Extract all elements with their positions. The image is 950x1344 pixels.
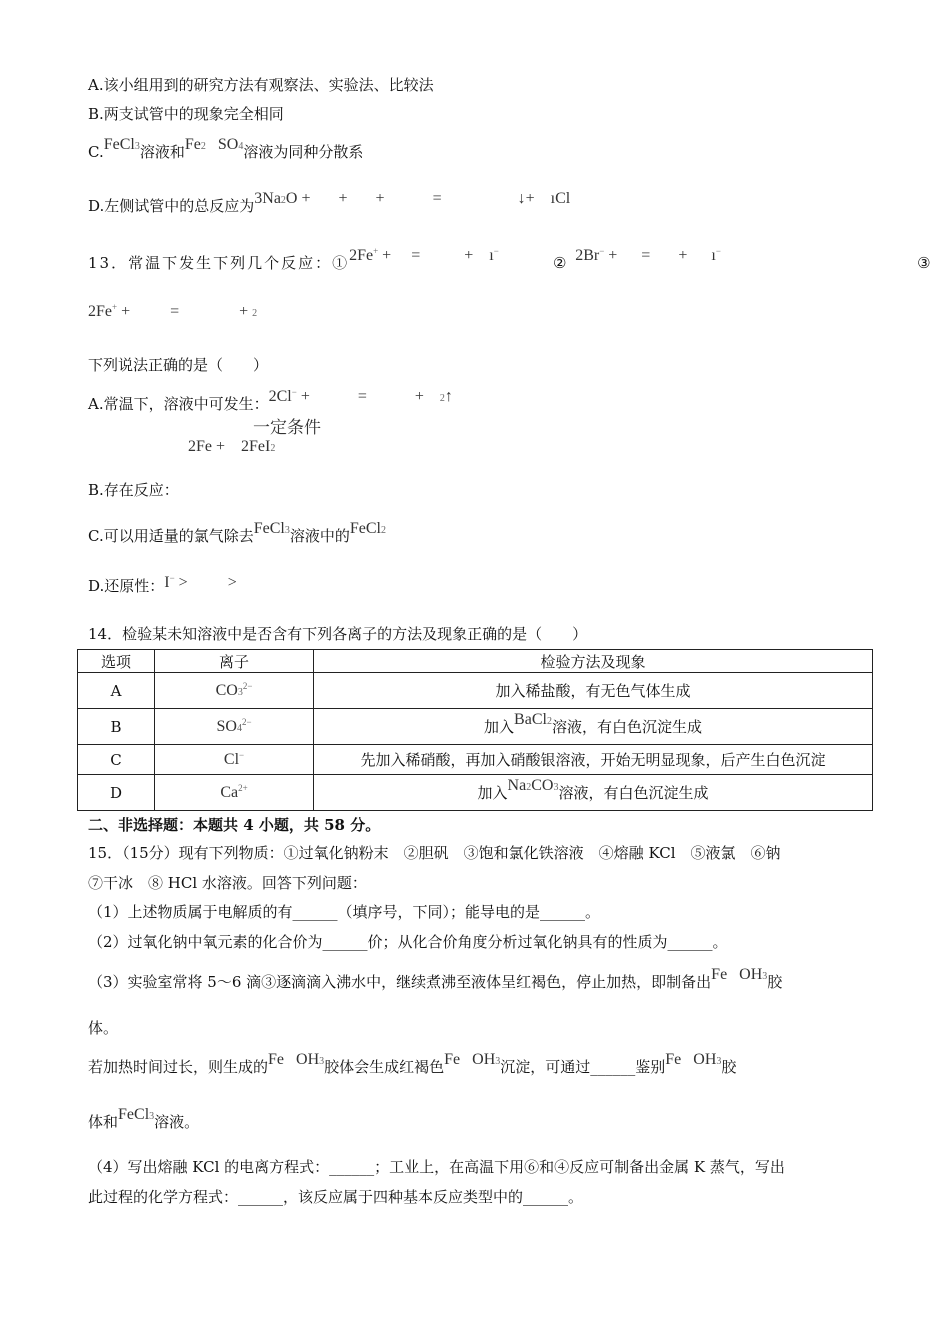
table-row	[78, 709, 873, 745]
formula-fe2so4: Fe2 SO4	[184, 136, 244, 153]
section-title: 二、非选择题：本题共 4 小题，共 58 分。	[88, 816, 381, 834]
q15-part-3d: 体和FeCl3溶液。	[88, 1106, 200, 1131]
q15-part-3c: 若加热时间过长，则生成的Fe OH3胶体会生成红褐色Fe OH3沉淀，可通过______鉴别Fe OH3胶	[88, 1051, 737, 1076]
reaction-condition: 一定条件	[253, 418, 322, 437]
q13-option-c: C.可以用适量的氯气除去FeCl3溶液中的FeCl2	[88, 520, 386, 545]
formula-fecl2: FeCl2	[349, 520, 386, 537]
q12-option-c: C.FeCl3溶液和Fe2 SO4溶液为同种分散系	[88, 136, 364, 161]
reducibility-order: I− > >	[164, 573, 237, 591]
option-cell: B	[78, 709, 155, 745]
ion-test-table	[77, 649, 873, 811]
table-row	[78, 673, 873, 709]
formula-fecl3: FeCl3	[118, 1106, 155, 1123]
formula-fecl3: FeCl3	[253, 520, 290, 537]
q13-option-a: A.常温下，溶液中可发生：2Cl− + = + 2↑	[88, 387, 453, 413]
option-cell: D	[78, 775, 155, 811]
header-method: 检验方法及现象	[314, 650, 873, 673]
reaction-1: 2Fe+ + = + ı−	[349, 246, 499, 264]
q12-option-a: A.该小组用到的研究方法有观察法、实验法、比较法	[88, 76, 434, 94]
option-cell: C	[78, 745, 155, 775]
q15-line-1: 15．（15分）现有下列物质：①过氧化钠粉末 ②胆矾 ③饱和氯化铁溶液 ④熔融 KCl ⑤液氯 ⑥钠	[88, 844, 781, 862]
q15-part-4b: 此过程的化学方程式：______，该反应属于四种基本反应类型中的______。	[88, 1188, 584, 1206]
ion-cell: $Ca^{2+}$	[155, 775, 314, 811]
reaction-2: 2Br− + = + ı−	[575, 246, 721, 264]
formula-feoh3: Fe OH3	[444, 1051, 501, 1068]
q14-stem: 14．检验某未知溶液中是否含有下列各离子的方法及现象正确的是（ ）	[88, 625, 588, 643]
method-cell: 加入BaCl2溶液，有白色沉淀生成	[314, 709, 873, 745]
reaction-3: 2Fe+ + = + 2	[88, 302, 258, 320]
q15-part-4a: （4）写出熔融 KCl 的电离方程式：______；工业上，在高温下用⑥和④反应可制备出金属 K 蒸气，写出	[88, 1158, 785, 1176]
formula-feoh3: Fe OH3	[268, 1051, 325, 1068]
formula-feoh3: Fe OH3	[665, 1051, 722, 1068]
q15-part-2: （2）过氧化钠中氧元素的化合价为______价；从化合价角度分析过氧化钠具有的性质为______。	[88, 933, 728, 951]
table-header-row	[78, 650, 873, 673]
formula-feoh3: Fe OH3	[711, 966, 768, 983]
total-reaction-formula: 3Na2O + + + = ↓+ ıCl	[254, 190, 571, 207]
header-option: 选项	[78, 650, 155, 673]
q15-part-3b: 体。	[88, 1019, 119, 1037]
method-cell: 先加入稀硝酸，再加入硝酸银溶液，开始无明显现象，后产生白色沉淀	[314, 745, 873, 775]
method-cell: 加入Na2CO3溶液，有白色沉淀生成	[314, 775, 873, 811]
header-ion: 离子	[155, 650, 314, 673]
q13-question: 下列说法正确的是（ ）	[88, 356, 269, 374]
formula-a: 2Cl− + = + 2↑	[268, 387, 453, 405]
q13-option-b: B.存在反应：	[88, 481, 179, 499]
q12-option-d: D.左侧试管中的总反应为3Na2O + + + = ↓+ ıCl	[88, 190, 571, 215]
q13-b-formula: 2Fe + 一定条件2FeI2	[188, 418, 322, 455]
table-row	[78, 775, 873, 811]
ion-cell: $CO3^{2-}$	[155, 673, 314, 709]
q13-option-d: D.还原性：I− > >	[88, 573, 237, 595]
ion-cell: $SO4^{2-}$	[155, 709, 314, 745]
q15-part-1: （1）上述物质属于电解质的有______（填序号，下同）；能导电的是______。	[88, 903, 601, 921]
q13-stem: 13．常温下发生下列几个反应：①2Fe+ + = + ı− ② 2Br− + = + ı− ③	[88, 246, 933, 272]
formula-fecl3: FeCl3	[103, 136, 140, 153]
method-cell: 加入稀盐酸，有无色气体生成	[314, 673, 873, 709]
ion-cell: Cl−	[155, 745, 314, 775]
q15-line-2: ⑦干冰 ⑧ HCl 水溶液。回答下列问题：	[88, 874, 367, 892]
option-cell: A	[78, 673, 155, 709]
q15-part-3a: （3）实验室常将 5～6 滴③逐滴滴入沸水中，继续煮沸至液体呈红褐色，停止加热，即制备出Fe OH3胶	[88, 966, 783, 991]
q12-option-b: B.两支试管中的现象完全相同	[88, 105, 284, 123]
table-row	[78, 745, 873, 775]
